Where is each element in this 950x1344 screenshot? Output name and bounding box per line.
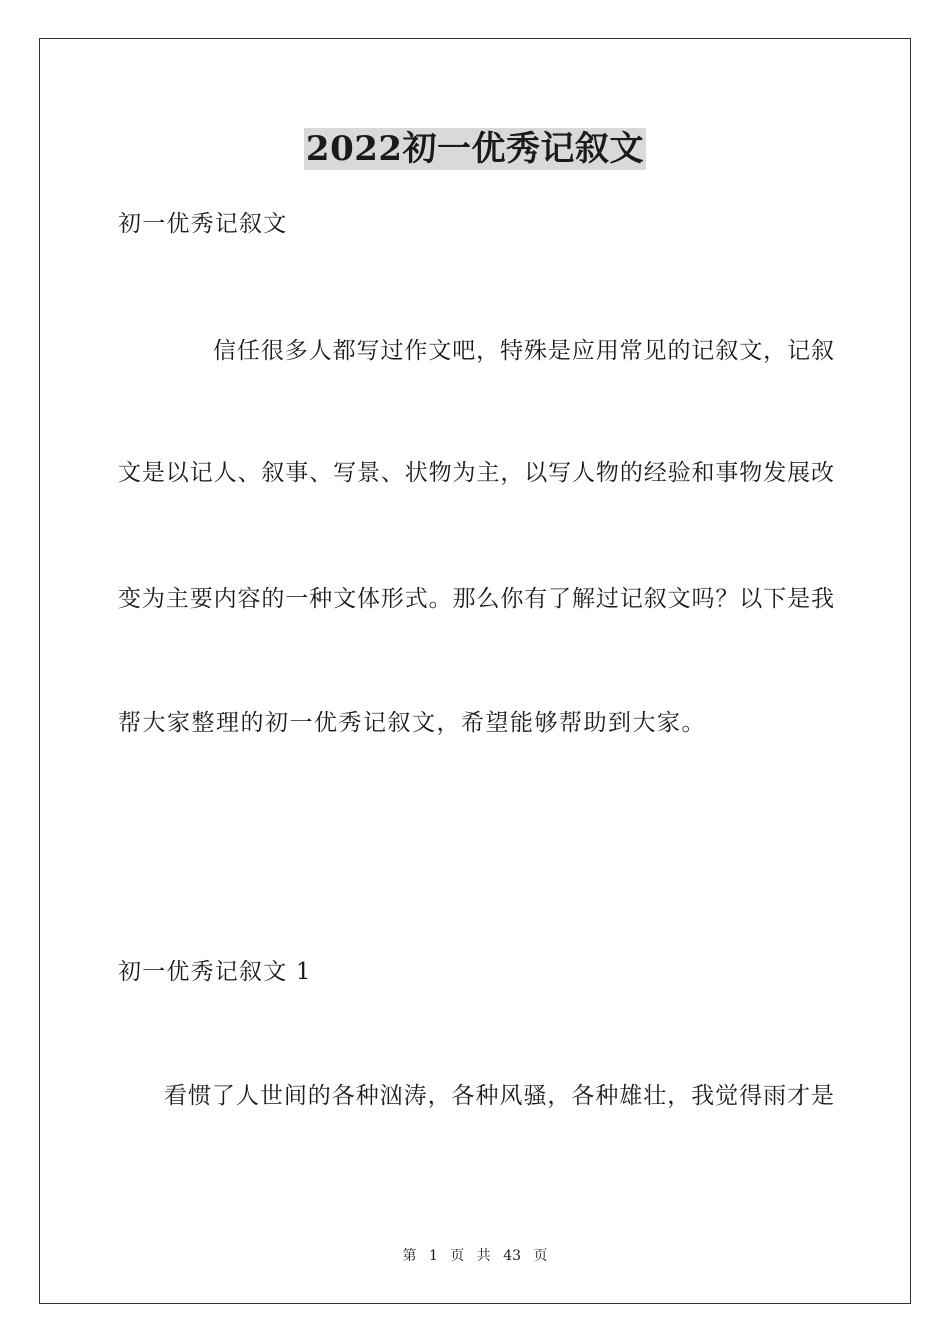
section-heading: 初一优秀记叙文 1 bbox=[118, 959, 312, 985]
document-subtitle: 初一优秀记叙文 bbox=[118, 211, 288, 237]
document-title: 2022初一优秀记叙文 bbox=[305, 129, 645, 169]
intro-paragraph-line-3: 变为主要内容的一种文体形式。那么你有了解过记叙文吗？以下是我 bbox=[118, 586, 834, 612]
section-paragraph-line-1: 看惯了人世间的各种汹涛，各种风骚，各种雄壮，我觉得雨才是 bbox=[164, 1083, 834, 1109]
intro-paragraph-line-2: 文是以记人、叙事、写景、状物为主，以写人物的经验和事物发展改 bbox=[118, 460, 834, 486]
title-container bbox=[0, 128, 950, 170]
intro-paragraph-line-1: 信任很多人都写过作文吧，特殊是应用常见的记叙文，记叙 bbox=[213, 338, 834, 364]
intro-paragraph-line-4: 帮大家整理的初一优秀记叙文，希望能够帮助到大家。 bbox=[118, 710, 706, 736]
page-footer: 第 1 页 共 43 页 bbox=[402, 1248, 548, 1264]
